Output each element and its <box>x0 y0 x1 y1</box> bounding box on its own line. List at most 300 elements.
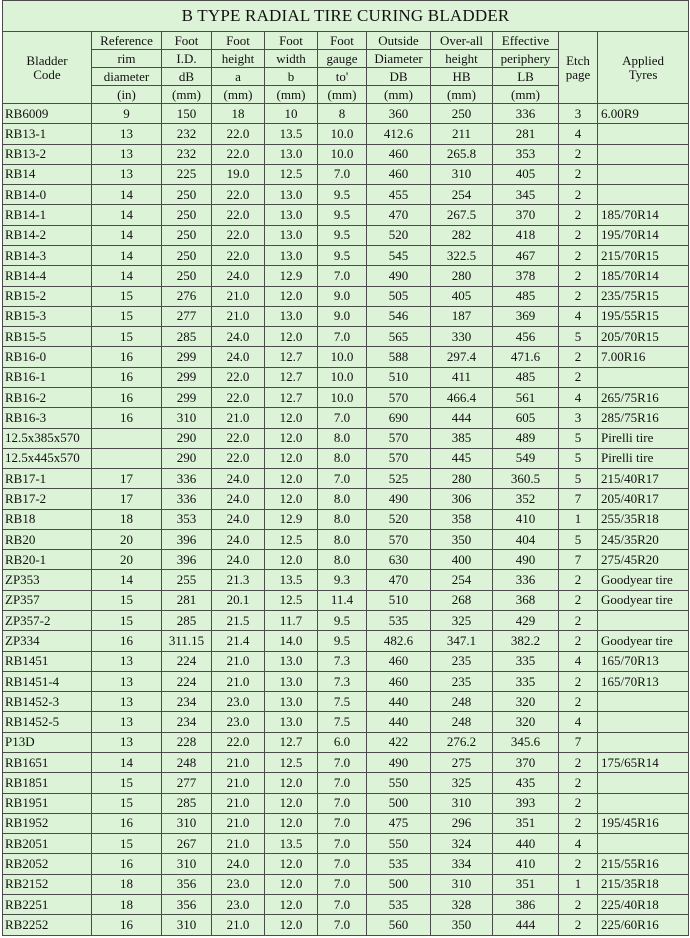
cell-foot-width: 13.0 <box>265 306 318 326</box>
cell-foot-gauge: 10.0 <box>318 367 367 387</box>
cell-applied-tyres: 195/55R15 <box>598 306 689 326</box>
cell-effective-periphery: 369 <box>493 306 559 326</box>
cell-reference-rim: 13 <box>92 671 162 691</box>
cell-foot-gauge: 9.0 <box>318 306 367 326</box>
cell-foot-gauge: 8.0 <box>318 428 367 448</box>
cell-reference-rim: 16 <box>92 813 162 833</box>
header-foot-height-line-3: a <box>212 68 265 86</box>
table-row <box>3 245 689 265</box>
cell-foot-gauge: 7.0 <box>318 854 367 874</box>
cell-applied-tyres: Goodyear tire <box>598 590 689 610</box>
cell-reference-rim: 16 <box>92 367 162 387</box>
cell-etch-page: 2 <box>559 671 598 691</box>
cell-outside-diameter: 460 <box>367 164 431 184</box>
cell-foot-height: 21.0 <box>212 408 265 428</box>
cell-foot-id: 310 <box>162 915 212 936</box>
cell-outside-diameter: 460 <box>367 671 431 691</box>
table-row <box>3 347 689 367</box>
cell-etch-page: 1 <box>559 509 598 529</box>
table-row <box>3 894 689 914</box>
cell-effective-periphery: 393 <box>493 793 559 813</box>
cell-bladder-code: RB13-2 <box>3 144 92 164</box>
cell-etch-page: 2 <box>559 631 598 651</box>
cell-outside-diameter: 505 <box>367 286 431 306</box>
cell-foot-gauge: 10.0 <box>318 144 367 164</box>
cell-outside-diameter: 525 <box>367 469 431 489</box>
table-row <box>3 753 689 773</box>
cell-effective-periphery: 485 <box>493 286 559 306</box>
cell-overall-height: 250 <box>431 104 493 124</box>
cell-foot-id: 290 <box>162 428 212 448</box>
table-row <box>3 813 689 833</box>
cell-foot-height: 18 <box>212 104 265 124</box>
cell-foot-gauge: 8.0 <box>318 550 367 570</box>
header-foot-width-unit: (mm) <box>265 86 318 104</box>
cell-foot-height: 21.0 <box>212 813 265 833</box>
cell-effective-periphery: 360.5 <box>493 469 559 489</box>
cell-applied-tyres: Pirelli tire <box>598 448 689 468</box>
cell-outside-diameter: 690 <box>367 408 431 428</box>
table-row <box>3 550 689 570</box>
cell-foot-id: 285 <box>162 793 212 813</box>
cell-applied-tyres <box>598 367 689 387</box>
cell-foot-height: 22.0 <box>212 428 265 448</box>
cell-reference-rim: 13 <box>92 144 162 164</box>
cell-outside-diameter: 546 <box>367 306 431 326</box>
cell-overall-height: 310 <box>431 793 493 813</box>
cell-foot-id: 250 <box>162 225 212 245</box>
cell-etch-page: 2 <box>559 245 598 265</box>
cell-foot-width: 13.0 <box>265 245 318 265</box>
cell-reference-rim: 13 <box>92 712 162 732</box>
cell-foot-height: 21.4 <box>212 631 265 651</box>
cell-foot-id: 290 <box>162 448 212 468</box>
cell-effective-periphery: 485 <box>493 367 559 387</box>
cell-foot-height: 22.0 <box>212 732 265 752</box>
cell-effective-periphery: 605 <box>493 408 559 428</box>
header-rim-line-1: Reference <box>92 32 162 50</box>
cell-foot-height: 24.0 <box>212 266 265 286</box>
cell-bladder-code: RB15-3 <box>3 306 92 326</box>
header-periphery-unit: (mm) <box>493 86 559 104</box>
cell-foot-gauge: 9.5 <box>318 611 367 631</box>
cell-overall-height: 254 <box>431 570 493 590</box>
cell-foot-width: 12.0 <box>265 550 318 570</box>
cell-foot-id: 310 <box>162 408 212 428</box>
cell-foot-id: 225 <box>162 164 212 184</box>
cell-effective-periphery: 410 <box>493 854 559 874</box>
cell-foot-width: 12.5 <box>265 164 318 184</box>
cell-etch-page: 2 <box>559 164 598 184</box>
cell-overall-height: 405 <box>431 286 493 306</box>
cell-overall-height: 466.4 <box>431 387 493 407</box>
cell-outside-diameter: 490 <box>367 489 431 509</box>
cell-applied-tyres <box>598 164 689 184</box>
cell-reference-rim: 16 <box>92 408 162 428</box>
cell-outside-diameter: 500 <box>367 874 431 894</box>
cell-foot-gauge: 8.0 <box>318 448 367 468</box>
cell-applied-tyres <box>598 793 689 813</box>
header-tyres-line-1: Applied <box>622 52 664 68</box>
cell-bladder-code: RB13-1 <box>3 124 92 144</box>
cell-effective-periphery: 320 <box>493 692 559 712</box>
cell-etch-page: 2 <box>559 367 598 387</box>
cell-bladder-code: RB14-0 <box>3 185 92 205</box>
cell-outside-diameter: 545 <box>367 245 431 265</box>
header-foot-id-unit: (mm) <box>162 86 212 104</box>
header-foot-height-line-2: height <box>212 50 265 68</box>
cell-applied-tyres: 205/70R15 <box>598 327 689 347</box>
cell-foot-gauge: 9.5 <box>318 225 367 245</box>
cell-overall-height: 265.8 <box>431 144 493 164</box>
cell-overall-height: 330 <box>431 327 493 347</box>
cell-bladder-code: RB1951 <box>3 793 92 813</box>
cell-foot-gauge: 7.0 <box>318 915 367 936</box>
cell-etch-page: 2 <box>559 793 598 813</box>
cell-foot-width: 13.0 <box>265 144 318 164</box>
cell-foot-width: 12.0 <box>265 874 318 894</box>
cell-bladder-code: RB15-5 <box>3 327 92 347</box>
cell-reference-rim: 18 <box>92 874 162 894</box>
cell-applied-tyres: Goodyear tire <box>598 570 689 590</box>
cell-foot-width: 13.0 <box>265 205 318 225</box>
cell-etch-page: 2 <box>559 570 598 590</box>
cell-reference-rim: 17 <box>92 489 162 509</box>
cell-effective-periphery: 370 <box>493 205 559 225</box>
cell-reference-rim: 15 <box>92 611 162 631</box>
cell-bladder-code: RB14 <box>3 164 92 184</box>
cell-foot-height: 22.0 <box>212 448 265 468</box>
cell-outside-diameter: 570 <box>367 448 431 468</box>
cell-etch-page: 2 <box>559 144 598 164</box>
table-row <box>3 732 689 752</box>
table-row <box>3 185 689 205</box>
cell-reference-rim: 13 <box>92 124 162 144</box>
cell-etch-page: 5 <box>559 469 598 489</box>
cell-etch-page: 5 <box>559 448 598 468</box>
cell-foot-width: 13.0 <box>265 712 318 732</box>
cell-foot-gauge: 8.0 <box>318 509 367 529</box>
cell-foot-height: 22.0 <box>212 225 265 245</box>
cell-overall-height: 187 <box>431 306 493 326</box>
cell-applied-tyres <box>598 773 689 793</box>
cell-foot-gauge: 9.5 <box>318 245 367 265</box>
cell-reference-rim: 13 <box>92 732 162 752</box>
cell-bladder-code: RB20-1 <box>3 550 92 570</box>
cell-foot-gauge: 11.4 <box>318 590 367 610</box>
cell-reference-rim: 15 <box>92 590 162 610</box>
table-row <box>3 631 689 651</box>
table-row <box>3 408 689 428</box>
cell-applied-tyres: 175/65R14 <box>598 753 689 773</box>
cell-outside-diameter: 560 <box>367 915 431 936</box>
table-row <box>3 104 689 124</box>
cell-effective-periphery: 370 <box>493 753 559 773</box>
cell-reference-rim: 14 <box>92 753 162 773</box>
cell-outside-diameter: 440 <box>367 712 431 732</box>
cell-foot-gauge: 7.3 <box>318 651 367 671</box>
cell-overall-height: 324 <box>431 834 493 854</box>
cell-foot-id: 250 <box>162 205 212 225</box>
header-overall-line-1: Over-all <box>431 32 493 50</box>
cell-bladder-code: RB16-0 <box>3 347 92 367</box>
cell-bladder-code: ZP357-2 <box>3 611 92 631</box>
cell-outside-diameter: 460 <box>367 144 431 164</box>
table-row <box>3 590 689 610</box>
cell-effective-periphery: 490 <box>493 550 559 570</box>
cell-bladder-code: RB16-3 <box>3 408 92 428</box>
cell-bladder-code: RB1451-4 <box>3 671 92 691</box>
cell-applied-tyres: 265/75R16 <box>598 387 689 407</box>
cell-foot-height: 20.1 <box>212 590 265 610</box>
header-outside-line-2: Diameter <box>367 50 431 68</box>
cell-foot-width: 12.7 <box>265 367 318 387</box>
cell-etch-page: 2 <box>559 286 598 306</box>
cell-reference-rim: 14 <box>92 266 162 286</box>
cell-foot-id: 356 <box>162 894 212 914</box>
cell-reference-rim: 15 <box>92 306 162 326</box>
cell-foot-gauge: 7.0 <box>318 874 367 894</box>
cell-foot-height: 23.0 <box>212 712 265 732</box>
cell-applied-tyres: 235/75R15 <box>598 286 689 306</box>
cell-etch-page: 5 <box>559 428 598 448</box>
table-row <box>3 124 689 144</box>
cell-reference-rim: 15 <box>92 327 162 347</box>
cell-foot-id: 250 <box>162 185 212 205</box>
cell-reference-rim: 20 <box>92 550 162 570</box>
cell-reference-rim: 18 <box>92 509 162 529</box>
cell-effective-periphery: 429 <box>493 611 559 631</box>
cell-reference-rim <box>92 428 162 448</box>
cell-outside-diameter: 482.6 <box>367 631 431 651</box>
cell-bladder-code: RB15-2 <box>3 286 92 306</box>
cell-foot-width: 13.0 <box>265 651 318 671</box>
cell-bladder-code: RB1451 <box>3 651 92 671</box>
header-overall-line-3: HB <box>431 68 493 86</box>
cell-foot-height: 23.0 <box>212 894 265 914</box>
cell-etch-page: 2 <box>559 773 598 793</box>
cell-bladder-code: 12.5x445x570 <box>3 448 92 468</box>
cell-foot-gauge: 7.5 <box>318 692 367 712</box>
cell-foot-height: 22.0 <box>212 144 265 164</box>
cell-effective-periphery: 281 <box>493 124 559 144</box>
cell-reference-rim: 14 <box>92 225 162 245</box>
cell-foot-width: 13.0 <box>265 671 318 691</box>
cell-effective-periphery: 467 <box>493 245 559 265</box>
table-title: B TYPE RADIAL TIRE CURING BLADDER <box>3 1 689 32</box>
table-row <box>3 692 689 712</box>
cell-foot-width: 12.0 <box>265 469 318 489</box>
cell-foot-gauge: 8.0 <box>318 529 367 549</box>
cell-outside-diameter: 570 <box>367 529 431 549</box>
cell-foot-width: 13.0 <box>265 225 318 245</box>
cell-reference-rim: 14 <box>92 205 162 225</box>
cell-etch-page: 4 <box>559 712 598 732</box>
cell-overall-height: 276.2 <box>431 732 493 752</box>
cell-reference-rim: 14 <box>92 185 162 205</box>
cell-bladder-code: RB14-2 <box>3 225 92 245</box>
cell-overall-height: 385 <box>431 428 493 448</box>
cell-bladder-code: RB1452-5 <box>3 712 92 732</box>
cell-effective-periphery: 456 <box>493 327 559 347</box>
cell-applied-tyres <box>598 185 689 205</box>
header-outside-line-3: DB <box>367 68 431 86</box>
cell-etch-page: 7 <box>559 732 598 752</box>
cell-foot-height: 22.0 <box>212 185 265 205</box>
cell-foot-width: 12.7 <box>265 732 318 752</box>
cell-overall-height: 211 <box>431 124 493 144</box>
cell-overall-height: 325 <box>431 611 493 631</box>
cell-overall-height: 282 <box>431 225 493 245</box>
cell-bladder-code: RB1851 <box>3 773 92 793</box>
cell-foot-gauge: 7.0 <box>318 894 367 914</box>
cell-effective-periphery: 335 <box>493 651 559 671</box>
cell-applied-tyres: 195/70R14 <box>598 225 689 245</box>
cell-foot-width: 13.0 <box>265 185 318 205</box>
cell-foot-id: 310 <box>162 813 212 833</box>
cell-foot-id: 232 <box>162 144 212 164</box>
cell-foot-width: 12.9 <box>265 509 318 529</box>
cell-applied-tyres: 215/70R15 <box>598 245 689 265</box>
cell-overall-height: 248 <box>431 712 493 732</box>
cell-foot-id: 224 <box>162 671 212 691</box>
cell-bladder-code: RB1452-3 <box>3 692 92 712</box>
cell-foot-id: 336 <box>162 469 212 489</box>
cell-applied-tyres: 245/35R20 <box>598 529 689 549</box>
cell-foot-id: 396 <box>162 550 212 570</box>
table-row <box>3 469 689 489</box>
cell-overall-height: 306 <box>431 489 493 509</box>
cell-outside-diameter: 412.6 <box>367 124 431 144</box>
cell-foot-width: 12.0 <box>265 894 318 914</box>
cell-overall-height: 444 <box>431 408 493 428</box>
cell-foot-width: 12.0 <box>265 408 318 428</box>
cell-applied-tyres: 285/75R16 <box>598 408 689 428</box>
cell-effective-periphery: 561 <box>493 387 559 407</box>
cell-foot-gauge: 9.3 <box>318 570 367 590</box>
cell-foot-id: 299 <box>162 347 212 367</box>
cell-effective-periphery: 435 <box>493 773 559 793</box>
cell-bladder-code: RB2051 <box>3 834 92 854</box>
cell-foot-id: 311.15 <box>162 631 212 651</box>
cell-effective-periphery: 471.6 <box>493 347 559 367</box>
header-foot-gauge-line-2: gauge <box>318 50 367 68</box>
header-code-line-2: Code <box>33 66 61 82</box>
cell-etch-page: 2 <box>559 611 598 631</box>
cell-effective-periphery: 405 <box>493 164 559 184</box>
table-row <box>3 164 689 184</box>
cell-outside-diameter: 460 <box>367 651 431 671</box>
cell-foot-height: 21.0 <box>212 671 265 691</box>
cell-foot-id: 234 <box>162 692 212 712</box>
cell-bladder-code: RB6009 <box>3 104 92 124</box>
cell-foot-gauge: 7.0 <box>318 327 367 347</box>
cell-foot-height: 24.0 <box>212 529 265 549</box>
cell-etch-page: 3 <box>559 408 598 428</box>
header-overall-line-2: height <box>431 50 493 68</box>
header-periphery-line-2: periphery <box>493 50 559 68</box>
cell-foot-width: 12.5 <box>265 590 318 610</box>
cell-foot-width: 12.0 <box>265 854 318 874</box>
cell-foot-width: 13.5 <box>265 570 318 590</box>
cell-applied-tyres: 165/70R13 <box>598 651 689 671</box>
cell-effective-periphery: 368 <box>493 590 559 610</box>
header-etch-line-1: Etch <box>566 52 590 68</box>
cell-overall-height: 280 <box>431 266 493 286</box>
cell-foot-width: 12.7 <box>265 387 318 407</box>
cell-foot-height: 24.0 <box>212 327 265 347</box>
cell-foot-id: 228 <box>162 732 212 752</box>
cell-foot-id: 281 <box>162 590 212 610</box>
cell-applied-tyres: 205/40R17 <box>598 489 689 509</box>
header-etch-line-2: page <box>565 66 591 82</box>
cell-foot-gauge: 9.0 <box>318 286 367 306</box>
cell-bladder-code: RB14-4 <box>3 266 92 286</box>
cell-reference-rim: 16 <box>92 854 162 874</box>
cell-applied-tyres: 165/70R13 <box>598 671 689 691</box>
cell-outside-diameter: 588 <box>367 347 431 367</box>
cell-etch-page: 2 <box>559 692 598 712</box>
cell-applied-tyres <box>598 124 689 144</box>
table-row <box>3 205 689 225</box>
cell-applied-tyres: 215/55R16 <box>598 854 689 874</box>
cell-etch-page: 2 <box>559 915 598 936</box>
cell-reference-rim: 13 <box>92 651 162 671</box>
cell-applied-tyres: Goodyear tire <box>598 631 689 651</box>
cell-foot-width: 12.5 <box>265 753 318 773</box>
cell-overall-height: 296 <box>431 813 493 833</box>
cell-etch-page: 2 <box>559 266 598 286</box>
cell-overall-height: 350 <box>431 529 493 549</box>
cell-overall-height: 350 <box>431 915 493 936</box>
cell-applied-tyres: Pirelli tire <box>598 428 689 448</box>
cell-bladder-code: RB14-1 <box>3 205 92 225</box>
cell-foot-width: 12.0 <box>265 327 318 347</box>
table-row <box>3 793 689 813</box>
cell-foot-width: 11.7 <box>265 611 318 631</box>
cell-foot-id: 267 <box>162 834 212 854</box>
cell-foot-width: 13.5 <box>265 834 318 854</box>
cell-reference-rim: 15 <box>92 286 162 306</box>
cell-overall-height: 280 <box>431 469 493 489</box>
cell-bladder-code: RB17-1 <box>3 469 92 489</box>
cell-etch-page: 2 <box>559 590 598 610</box>
cell-reference-rim: 9 <box>92 104 162 124</box>
table-row <box>3 915 689 936</box>
cell-foot-width: 12.0 <box>265 773 318 793</box>
cell-etch-page: 4 <box>559 834 598 854</box>
cell-etch-page: 2 <box>559 813 598 833</box>
cell-bladder-code: RB18 <box>3 509 92 529</box>
cell-foot-gauge: 7.3 <box>318 671 367 691</box>
cell-overall-height: 328 <box>431 894 493 914</box>
cell-outside-diameter: 455 <box>367 185 431 205</box>
cell-foot-height: 23.0 <box>212 874 265 894</box>
cell-foot-height: 24.0 <box>212 854 265 874</box>
table-row <box>3 611 689 631</box>
cell-etch-page: 7 <box>559 489 598 509</box>
table-row <box>3 834 689 854</box>
cell-foot-gauge: 7.0 <box>318 753 367 773</box>
cell-outside-diameter: 520 <box>367 509 431 529</box>
cell-applied-tyres: 215/35R18 <box>598 874 689 894</box>
cell-foot-gauge: 7.0 <box>318 773 367 793</box>
cell-outside-diameter: 630 <box>367 550 431 570</box>
cell-bladder-code: RB1952 <box>3 813 92 833</box>
table-row <box>3 651 689 671</box>
header-rim-unit: (in) <box>92 86 162 104</box>
table-row <box>3 387 689 407</box>
